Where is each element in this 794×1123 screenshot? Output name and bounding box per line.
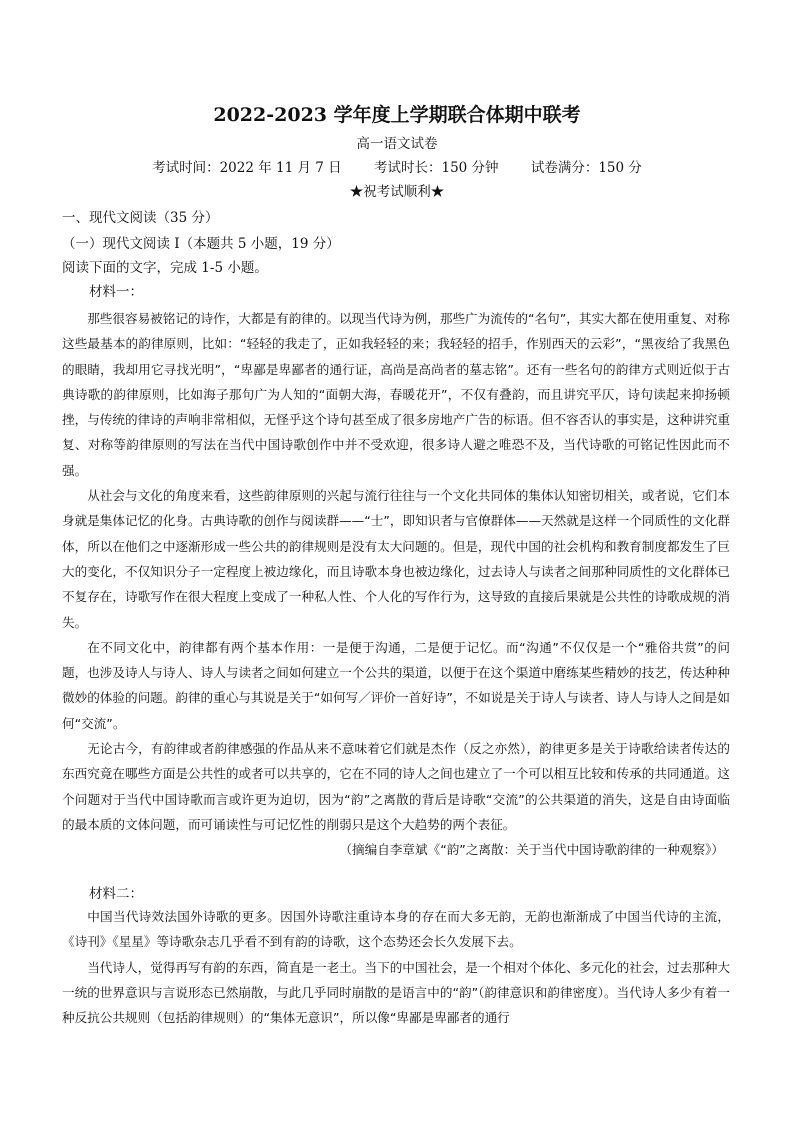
- section-subheading: （一）现代文阅读 I（本题共 5 小题，19 分）: [62, 236, 340, 252]
- material1-label: 材料一：: [89, 284, 143, 300]
- material1-paragraph: 在不同文化中，韵律都有两个基本作用：一是便于沟通，二是便于记忆。而“沟通”不仅仅是一个“雅俗共赏”的问题，也涉及诗人与诗人、诗人与读者之间如何建立一个公共的渠道，以便于在这个渠道中磨练某些精妙的技艺，传达种种微妙的体验的问题。韵律的重心与其说是关于“如何写／评价一首好诗”，不如说是关于诗人与读者、诗人与诗人之间是如何“交流”。: [62, 639, 730, 731]
- material2-paragraph: 中国当代诗效法国外诗歌的更多。因国外诗歌注重诗本身的存在而大多无韵，无韵也渐渐成了中国当代诗的主流，《诗刊》《星星》等诗歌杂志几乎看不到有韵的诗歌，这个态势还会长久发展下去。: [62, 909, 730, 950]
- section-heading: 一、现代文阅读（35 分）: [62, 210, 219, 226]
- material1-source: （摘编自李章斌《“韵”之离散：关于当代中国诗歌韵律的一种观察》）: [339, 842, 724, 858]
- material2-paragraph: 当代诗人，觉得再写有韵的东西，简直是一老土。当下的中国社会，是一个相对个体化、多元化的社会，过去那种大一统的世界意识与言说形态已然崩散，与此几乎同时崩散的是语言中的“韵”（韵律意识和韵律密度）。当代诗人多少有着一种反抗公共规则（包括韵律规则）的“集体无意识”，所以像“卑鄙是卑鄙者的通行: [62, 959, 730, 1026]
- page-title: 2022-2023 学年度上学期联合体期中联考: [213, 104, 581, 126]
- exam-duration: 考试时长：150 分钟: [373, 160, 499, 176]
- exam-time: 考试时间：2022 年 11 月 7 日: [152, 160, 342, 176]
- material2-body: [62, 904, 730, 1030]
- exam-wish: ★祝考试顺利★: [349, 184, 445, 200]
- material1-body: [62, 306, 730, 863]
- exam-info: [0, 156, 794, 176]
- exam-subtitle: 高一语文试卷: [356, 136, 438, 152]
- exam-full-score: 试卷满分：150 分: [530, 160, 642, 176]
- material1-paragraph: 无论古今，有韵律或者韵律感强的作品从来不意味着它们就是杰作（反之亦然），韵律更多是关于诗歌给读者传达的东西究竟在哪些方面是公共性的或者可以共享的，它在不同的诗人之间也建立了一个可以相互比较和传承的共同通道。这个问题对于当代中国诗歌而言或许更为迫切，因为“韵”之离散的背后是诗歌“交流”的公共渠道的消失，这是自由诗面临的最本质的文体问题，而可诵读性与可记忆性的削弱只是这个大趋势的两个表征。: [62, 741, 730, 832]
- material1-paragraph: 从社会与文化的角度来看，这些韵律原则的兴起与流行往往与一个文化共同体的集体认知密切相关，或者说，它们本身就是集体记忆的化身。古典诗歌的创作与阅读群——“士”，即知识者与官僚群体——天然就是这样一个同质性的文化群体，所以在他们之中逐渐形成一些公共的韵律规则是没有太大问题的。但是，现代中国的社会机构和教育制度都发生了巨大的变化，不仅知识分子一定程度上被边缘化，而且诗歌本身也被边缘化，过去诗人与读者之间那种同质性的文化群体已不复存在，诗歌写作在很大程度上变成了一种私人性、个人化的写作行为，这导致的直接后果就是公共性的诗歌成规的消失。: [62, 488, 730, 630]
- material1-paragraph: 那些很容易被铭记的诗作，大都是有韵律的。以现当代诗为例，那些广为流传的“名句”，其实大都在使用重复、对称这些最基本的韵律原则，比如：“轻轻的我走了，正如我轻轻的来；我轻轻的招手，作别西天的云彩”，“黑夜给了我黑色的眼睛，我却用它寻找光明”，“卑鄙是卑鄙者的通行证，高尚是高尚者的墓志铭”。还有一些名句的韵律方式则近似于古典诗歌的韵律原则，比如海子那句广为人知的“面朝大海，春暖花开”，不仅有叠韵，而且讲究平仄，诗句读起来抑扬顿挫，与传统的律诗的声响非常相似，无怪乎这个诗句甚至成了很多房地产广告的标语。但不容否认的事实是，这种讲究重复、对称等韵律原则的写法在当代中国诗歌创作中并不受欢迎，很多诗人避之唯恐不及，当代诗歌的可铭记性因此而不强。: [62, 311, 730, 478]
- reading-instruction: 阅读下面的文字，完成 1-5 小题。: [62, 260, 268, 276]
- material2-label: 材料二：: [89, 886, 143, 902]
